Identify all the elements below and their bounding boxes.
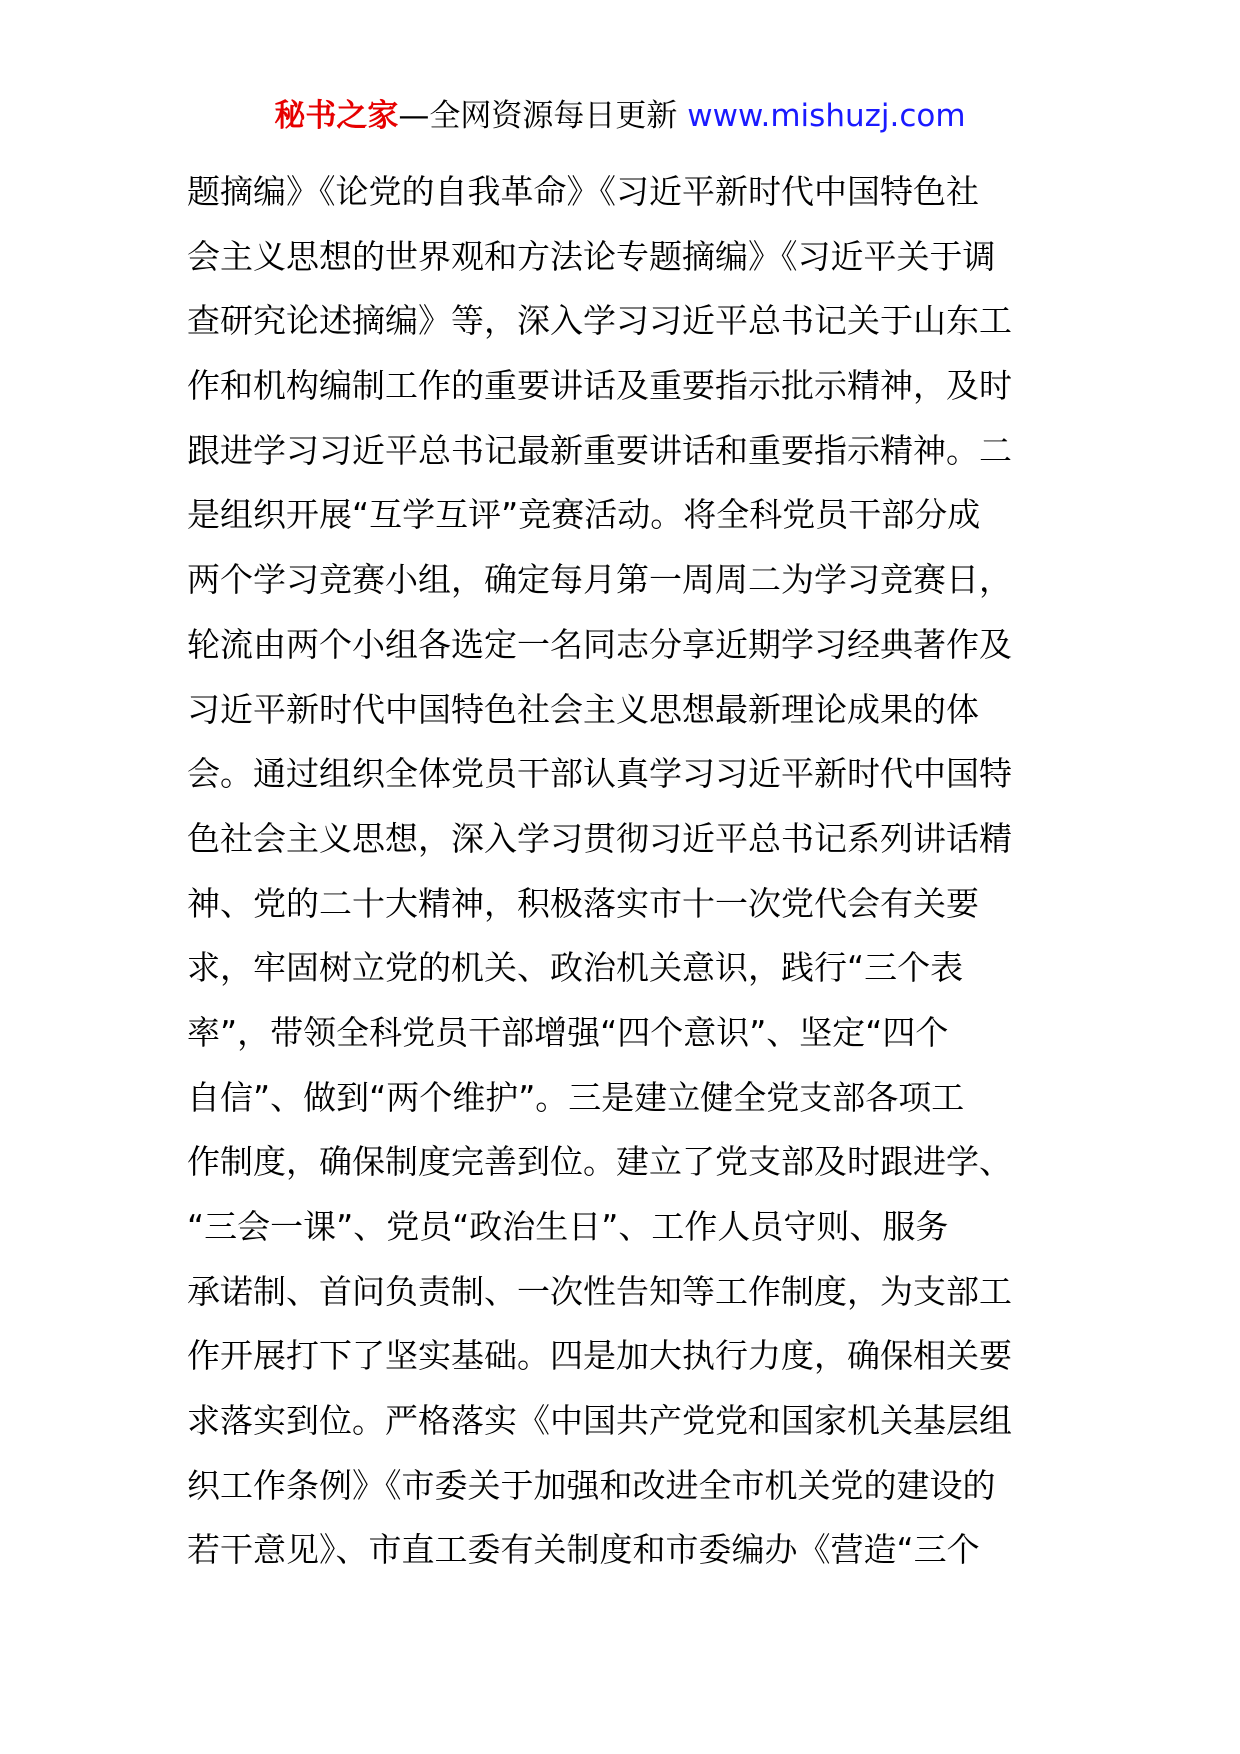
header-tagline: —全网资源每日更新: [398, 98, 688, 134]
body-line: 色社会主义思想，深入学习贯彻习近平总书记系列讲话精: [187, 818, 1012, 858]
body-line: 作制度，确保制度完善到位。建立了党支部及时跟进学、: [187, 1142, 1012, 1182]
body-line: 作开展打下了坚实基础。四是加大执行力度，确保相关要: [187, 1336, 1012, 1376]
body-line: 跟进学习习近平总书记最新重要讲话和重要指示精神。二: [187, 430, 1012, 470]
body-line: 率”，带领全科党员干部增强“四个意识”、坚定“四个: [187, 1012, 949, 1052]
body-line: 自信”、做到“两个维护”。三是建立健全党支部各项工: [187, 1077, 965, 1117]
body-line: 会主义思想的世界观和方法论专题摘编》《习近平关于调: [187, 236, 996, 276]
brand-name: 秘书之家: [274, 98, 399, 134]
body-line: 求落实到位。严格落实《中国共产党党和国家机关基层组: [187, 1401, 1012, 1441]
body-line: “三会一课”、党员“政治生日”、工作人员守则、服务: [187, 1207, 949, 1246]
page-header: [0, 96, 1240, 136]
body-line: 神、党的二十大精神，积极落实市十一次党代会有关要: [187, 883, 979, 923]
body-line: 习近平新时代中国特色社会主义思想最新理论成果的体: [187, 689, 979, 729]
body-line: 若干意见》、市直工委有关制度和市委编办《营造“三个: [187, 1530, 980, 1570]
document-body: [187, 160, 1057, 1583]
body-line: 会。通过组织全体党员干部认真学习习近平新时代中国特: [187, 754, 1012, 794]
body-line: 轮流由两个小组各选定一名同志分享近期学习经典著作及: [187, 624, 1012, 664]
body-line: 查研究论述摘编》等，深入学习习近平总书记关于山东工: [187, 301, 1012, 341]
body-line: 题摘编》《论党的自我革命》《习近平新时代中国特色社: [187, 172, 979, 211]
body-line: 织工作条例》《市委关于加强和改进全市机关党的建设的: [187, 1465, 996, 1505]
body-line: 承诺制、首问负责制、一次性告知等工作制度，为支部工: [187, 1271, 1012, 1311]
body-line: 是组织开展“互学互评”竞赛活动。将全科党员干部分成: [187, 495, 981, 535]
body-line: 求，牢固树立党的机关、政治机关意识，践行“三个表: [187, 948, 964, 988]
site-url-link[interactable]: www.mishuzj.com: [687, 98, 966, 134]
body-line: 两个学习竞赛小组，确定每月第一周周二为学习竞赛日，: [187, 560, 1012, 600]
body-line: 作和机构编制工作的重要讲话及重要指示批示精神，及时: [187, 366, 1012, 406]
